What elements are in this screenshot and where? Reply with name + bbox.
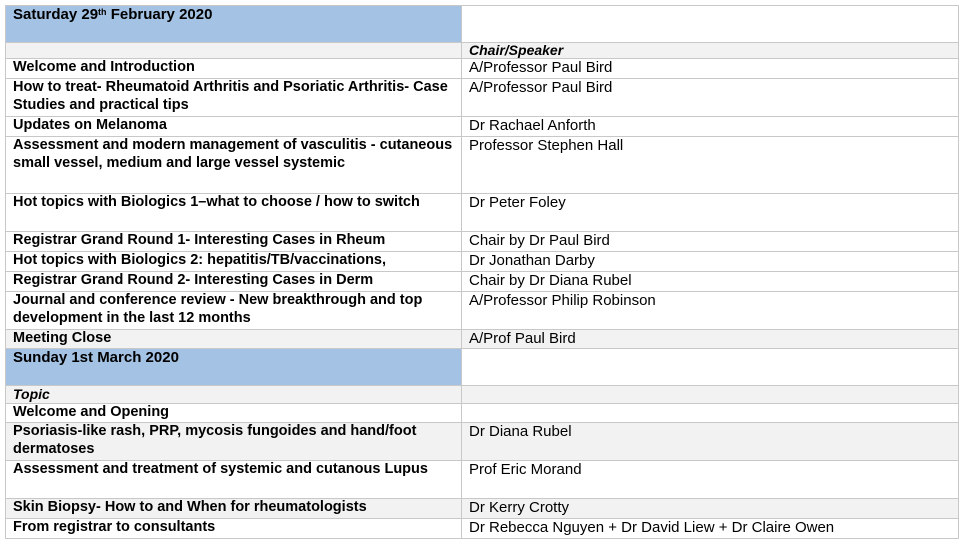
- table-row: [6, 232, 959, 252]
- session-speaker: Professor Stephen Hall: [462, 137, 959, 194]
- session-topic: From registrar to consultants: [6, 519, 462, 539]
- session-speaker: Dr Rebecca Nguyen + Dr David Liew + Dr Claire Owen: [462, 519, 959, 539]
- session-speaker: Chair by Dr Diana Rubel: [462, 272, 959, 292]
- session-topic: Meeting Close: [6, 330, 462, 349]
- session-speaker: Dr Kerry Crotty: [462, 499, 959, 519]
- session-speaker: Dr Peter Foley: [462, 194, 959, 232]
- session-speaker: Dr Diana Rubel: [462, 423, 959, 461]
- topic-column-header: [6, 43, 462, 59]
- program-table: [5, 5, 959, 539]
- session-topic: Hot topics with Biologics 1–what to choose / how to switch: [6, 194, 462, 232]
- table-row: [6, 137, 959, 194]
- day-title: Saturday 29th February 2020: [6, 6, 462, 43]
- table-row: [6, 519, 959, 539]
- table-row: [6, 404, 959, 423]
- session-topic: Journal and conference review - New breakthrough and top development in the last 12 months: [6, 292, 462, 330]
- speaker-column-header: Chair/Speaker: [462, 43, 959, 59]
- day-header-blank: [462, 349, 959, 386]
- session-topic: Registrar Grand Round 2- Interesting Cases in Derm: [6, 272, 462, 292]
- column-header-row: [6, 43, 959, 59]
- session-topic: Assessment and treatment of systemic and cutanous Lupus: [6, 461, 462, 499]
- session-speaker: Dr Jonathan Darby: [462, 252, 959, 272]
- session-topic: Skin Biopsy- How to and When for rheumatologists: [6, 499, 462, 519]
- table-row: [6, 252, 959, 272]
- table-row: [6, 499, 959, 519]
- session-speaker: Prof Eric Morand: [462, 461, 959, 499]
- session-topic: Welcome and Opening: [6, 404, 462, 423]
- day-header-row: [6, 349, 959, 386]
- session-topic: Welcome and Introduction: [6, 59, 462, 79]
- session-topic: Updates on Melanoma: [6, 117, 462, 137]
- table-row: [6, 461, 959, 499]
- table-row: [6, 272, 959, 292]
- table-row: [6, 330, 959, 349]
- session-speaker: A/Professor Paul Bird: [462, 79, 959, 117]
- table-row: [6, 292, 959, 330]
- session-topic: Registrar Grand Round 1- Interesting Cases in Rheum: [6, 232, 462, 252]
- session-topic: Assessment and modern management of vasculitis - cutaneous small vessel, medium and large vessel systemic: [6, 137, 462, 194]
- session-speaker: Chair by Dr Paul Bird: [462, 232, 959, 252]
- session-speaker: A/Prof Paul Bird: [462, 330, 959, 349]
- table-row: [6, 79, 959, 117]
- session-topic: Psoriasis-like rash, PRP, mycosis fungoides and hand/foot dermatoses: [6, 423, 462, 461]
- table-row: [6, 59, 959, 79]
- session-speaker: A/Professor Paul Bird: [462, 59, 959, 79]
- day-title: Sunday 1st March 2020: [6, 349, 462, 386]
- table-row: [6, 423, 959, 461]
- topic-column-header: Topic: [6, 386, 462, 404]
- session-topic: Hot topics with Biologics 2: hepatitis/TB/vaccinations,: [6, 252, 462, 272]
- session-topic: How to treat- Rheumatoid Arthritis and Psoriatic Arthritis- Case Studies and practical tips: [6, 79, 462, 117]
- session-speaker: A/Professor Philip Robinson: [462, 292, 959, 330]
- speaker-column-header: [462, 386, 959, 404]
- session-speaker: [462, 404, 959, 423]
- table-row: [6, 117, 959, 137]
- table-row: [6, 194, 959, 232]
- column-header-row: [6, 386, 959, 404]
- session-speaker: Dr Rachael Anforth: [462, 117, 959, 137]
- day-header-blank: [462, 6, 959, 43]
- day-header-row: [6, 6, 959, 43]
